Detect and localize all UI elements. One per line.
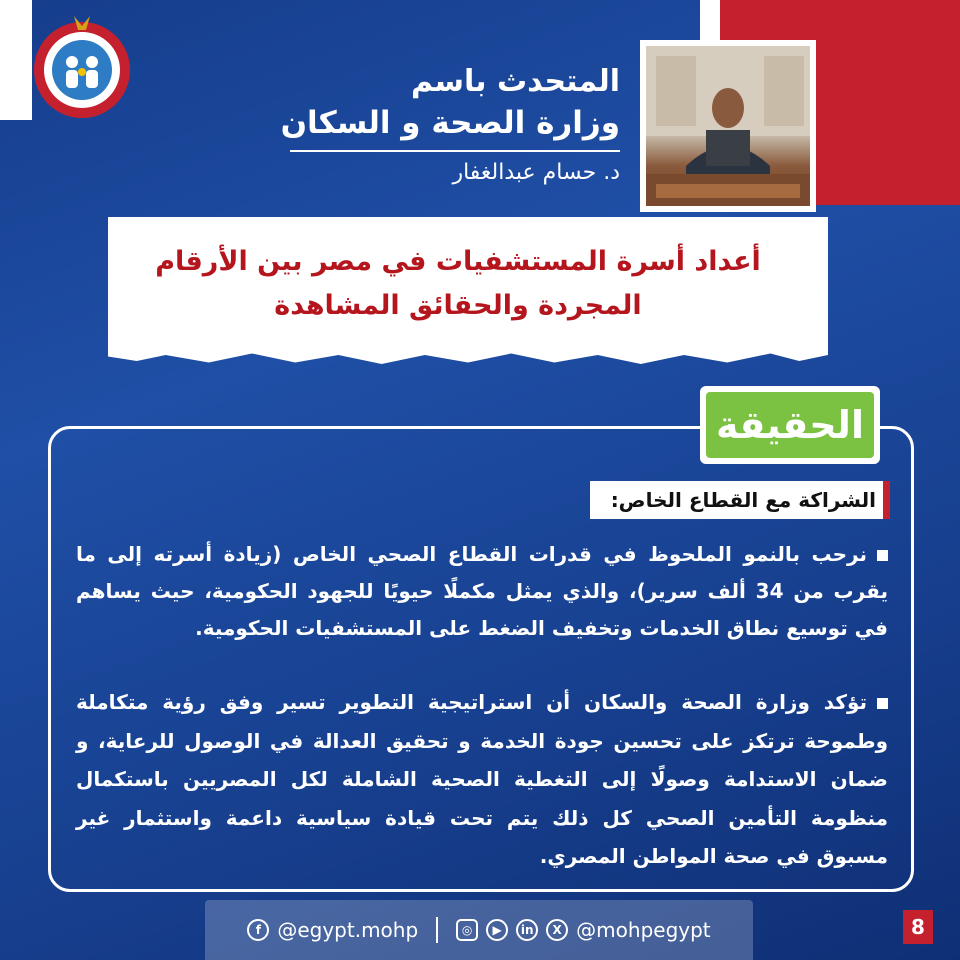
facebook-icon[interactable]: f — [247, 919, 269, 941]
paragraph-2 — [76, 683, 888, 876]
bullet-icon — [877, 550, 888, 561]
title-line-2: المجردة والحقائق المشاهدة — [274, 290, 642, 321]
footer-social-bar — [205, 900, 753, 960]
spokesperson-title: المتحدث باسم — [410, 64, 620, 99]
ministry-name: وزارة الصحة و السكان — [280, 105, 620, 141]
paragraph-1-text: نرحب بالنمو الملحوظ في قدرات القطاع الصحي الخاص (زيادة أسرته إلى ما يقرب من 34 ألف سرير)، والذي يمثل مكملًا حيويًا للجهود الحكومية، حيث يساهم في توسيع نطاق الخدمات وتخفيف الضغط على المستشفيات الحكومية. — [76, 542, 888, 640]
x-icon[interactable]: X — [546, 919, 568, 941]
paragraph-1 — [76, 536, 888, 647]
fact-label: الحقيقة — [706, 392, 874, 458]
header-text-block — [200, 62, 620, 188]
header-divider — [290, 150, 620, 152]
spokesperson-photo — [640, 40, 816, 212]
section-label-accent — [883, 481, 890, 519]
bullet-icon — [877, 698, 888, 709]
footer-divider — [436, 917, 438, 943]
page-number: 8 — [903, 910, 933, 944]
paragraph-2-text: تؤكد وزارة الصحة والسكان أن استراتيجية التطوير تسير وفق رؤية متكاملة وطموحة ترتكز على تحسين جودة الخدمة و تحقيق العدالة في الوصول للرعاية، و ضمان الاستدامة وصولًا إلى التغطية الصحية الشاملة لكل المصريين باستكمال منظومة التأمين الصحي كل ذلك يتم تحت قيادة سياسية داعمة واستثمار غير مسبوق في صحة المواطن المصري. — [76, 690, 888, 868]
title-line-1: أعداد أسرة المستشفيات في مصر بين الأرقام — [155, 246, 761, 277]
doctor-name: د. حسام عبدالغفار — [452, 160, 620, 185]
youtube-icon[interactable]: ▶ — [486, 919, 508, 941]
section-label — [590, 481, 890, 519]
social-handle[interactable]: @mohpegypt — [576, 918, 711, 942]
fact-badge — [700, 386, 880, 464]
facebook-handle[interactable]: @egypt.mohp — [277, 918, 419, 942]
instagram-icon[interactable]: ◎ — [456, 919, 478, 941]
section-label-text: الشراكة مع القطاع الخاص: — [610, 488, 876, 512]
ministry-logo — [28, 12, 136, 120]
page-title — [108, 240, 808, 328]
linkedin-icon[interactable]: in — [516, 919, 538, 941]
